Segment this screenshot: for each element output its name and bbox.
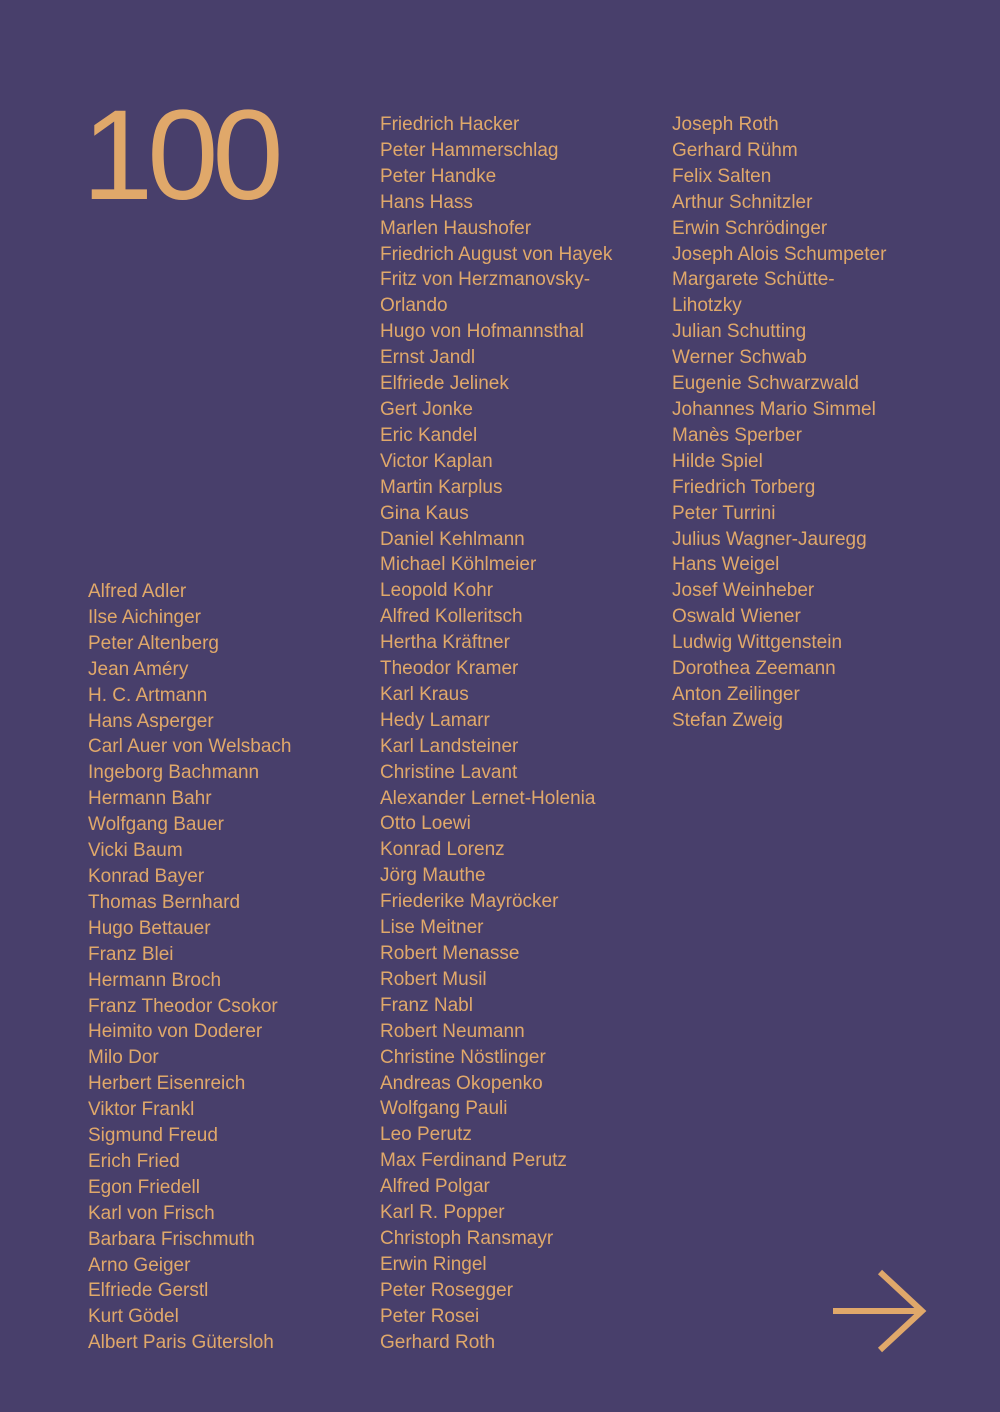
name-item: Erwin Ringel [380, 1253, 487, 1275]
name-item: Peter Altenberg [88, 632, 219, 654]
name-item: Peter Rosegger [380, 1279, 514, 1301]
arrow-right-icon [830, 1268, 930, 1354]
name-item: Wolfgang Pauli [380, 1098, 508, 1120]
name-item: Alexander Lernet-Holenia [380, 787, 596, 809]
name-item: Alfred Kolleritsch [380, 606, 523, 628]
name-item: Viktor Frankl [88, 1099, 195, 1121]
name-item: Christine Nöstlinger [380, 1046, 546, 1068]
name-item: Ludwig Wittgenstein [672, 632, 843, 654]
name-item: Felix Salten [672, 165, 772, 187]
name-item: Dorothea Zeemann [672, 658, 836, 680]
names-column-3 [672, 112, 886, 734]
name-item: Jörg Mauthe [380, 865, 486, 887]
name-item: Alfred Polgar [380, 1176, 490, 1198]
name-item: Albert Paris Gütersloh [88, 1332, 274, 1354]
name-item: Lihotzky [672, 295, 742, 317]
name-item: Theodor Kramer [380, 658, 519, 680]
name-item: Andreas Okopenko [380, 1072, 543, 1094]
name-item: Otto Loewi [380, 813, 471, 835]
name-item: Julius Wagner-Jauregg [672, 528, 867, 550]
name-item: Lise Meitner [380, 917, 484, 939]
name-item: H. C. Artmann [88, 684, 208, 706]
name-item: Gert Jonke [380, 398, 473, 420]
name-item: Hugo von Hofmannsthal [380, 321, 584, 343]
name-item: Carl Auer von Welsbach [88, 736, 292, 758]
name-item: Gerhard Rühm [672, 139, 798, 161]
name-item: Hilde Spiel [672, 450, 763, 472]
name-item: Hertha Kräftner [380, 632, 510, 654]
name-item: Wolfgang Bauer [88, 814, 224, 836]
name-item: Karl Landsteiner [380, 735, 519, 757]
name-item: Peter Rosei [380, 1305, 480, 1327]
name-item: Julian Schutting [672, 321, 807, 343]
name-item: Karl R. Popper [380, 1202, 505, 1224]
next-arrow-button[interactable] [830, 1268, 930, 1354]
name-item: Ilse Aichinger [88, 606, 202, 628]
name-item: Christine Lavant [380, 761, 518, 783]
name-item: Hugo Bettauer [88, 917, 211, 939]
name-item: Joseph Alois Schumpeter [672, 243, 887, 265]
name-item: Eugenie Schwarzwald [672, 373, 859, 395]
name-item: Franz Theodor Csokor [88, 995, 278, 1017]
name-item: Leopold Kohr [380, 580, 494, 602]
name-item: Konrad Lorenz [380, 839, 505, 861]
name-item: Ingeborg Bachmann [88, 762, 260, 784]
name-item: Sigmund Freud [88, 1125, 218, 1147]
name-item: Hans Hass [380, 191, 473, 213]
name-item: Egon Friedell [88, 1176, 200, 1198]
name-item: Gerhard Roth [380, 1331, 496, 1353]
name-item: Erich Fried [88, 1150, 180, 1172]
name-item: Robert Musil [380, 968, 487, 990]
name-item: Friedrich Hacker [380, 114, 520, 135]
name-item: Manès Sperber [672, 424, 802, 446]
name-item: Daniel Kehlmann [380, 528, 525, 550]
name-item: Hans Weigel [672, 554, 780, 576]
name-item: Ernst Jandl [380, 347, 476, 369]
name-item: Joseph Roth [672, 114, 779, 135]
name-item: Barbara Frischmuth [88, 1228, 255, 1250]
name-item: Fritz von Herzmanovsky- [380, 269, 591, 291]
name-item: Hermann Broch [88, 969, 222, 991]
name-item: Peter Handke [380, 165, 497, 187]
name-item: Robert Menasse [380, 943, 520, 964]
name-item: Christoph Ransmayr [380, 1227, 554, 1249]
name-item: Peter Turrini [672, 502, 776, 524]
name-item: Franz Blei [88, 943, 174, 965]
name-item: Elfriede Gerstl [88, 1280, 209, 1302]
name-item: Thomas Bernhard [88, 891, 241, 913]
name-item: Marlen Haushofer [380, 217, 532, 239]
name-item: Orlando [380, 295, 448, 317]
name-item: Robert Neumann [380, 1020, 525, 1042]
name-item: Erwin Schrödinger [672, 217, 828, 239]
name-item: Anton Zeilinger [672, 683, 800, 705]
name-item: Arno Geiger [88, 1254, 191, 1276]
name-item: Werner Schwab [672, 347, 807, 369]
name-item: Peter Hammerschlag [380, 139, 559, 161]
name-item: Stefan Zweig [672, 709, 783, 731]
name-item: Hermann Bahr [88, 788, 212, 810]
name-item: Jean Améry [88, 658, 189, 680]
big-number-100: 100 [82, 84, 278, 227]
name-item: Karl Kraus [380, 683, 469, 705]
name-item: Friederike Mayröcker [380, 891, 559, 913]
name-item: Leo Perutz [380, 1124, 472, 1146]
name-item: Eric Kandel [380, 424, 478, 446]
name-item: Gina Kaus [380, 502, 469, 524]
name-item: Hans Asperger [88, 710, 214, 732]
name-item: Karl von Frisch [88, 1202, 215, 1224]
name-item: Herbert Eisenreich [88, 1073, 246, 1095]
name-item: Heimito von Doderer [88, 1021, 263, 1043]
name-item: Kurt Gödel [88, 1306, 179, 1328]
names-column-2 [380, 112, 612, 1356]
name-item: Arthur Schnitzler [672, 191, 813, 213]
name-item: Hedy Lamarr [380, 709, 490, 731]
name-item: Johannes Mario Simmel [672, 398, 876, 420]
name-item: Konrad Bayer [88, 865, 205, 887]
name-item: Milo Dor [88, 1047, 159, 1069]
name-item: Alfred Adler [88, 581, 187, 602]
name-item: Josef Weinheber [672, 580, 815, 602]
name-item: Vicki Baum [88, 840, 183, 862]
name-item: Franz Nabl [380, 994, 473, 1016]
name-item: Margarete Schütte- [672, 269, 835, 291]
name-item: Victor Kaplan [380, 450, 493, 472]
name-item: Friedrich Torberg [672, 476, 816, 498]
name-item: Friedrich August von Hayek [380, 243, 613, 265]
names-column-1 [88, 579, 291, 1356]
name-item: Oswald Wiener [672, 606, 801, 628]
name-item: Michael Köhlmeier [380, 554, 537, 576]
name-item: Max Ferdinand Perutz [380, 1150, 567, 1172]
name-item: Elfriede Jelinek [380, 373, 509, 395]
name-item: Martin Karplus [380, 476, 503, 498]
